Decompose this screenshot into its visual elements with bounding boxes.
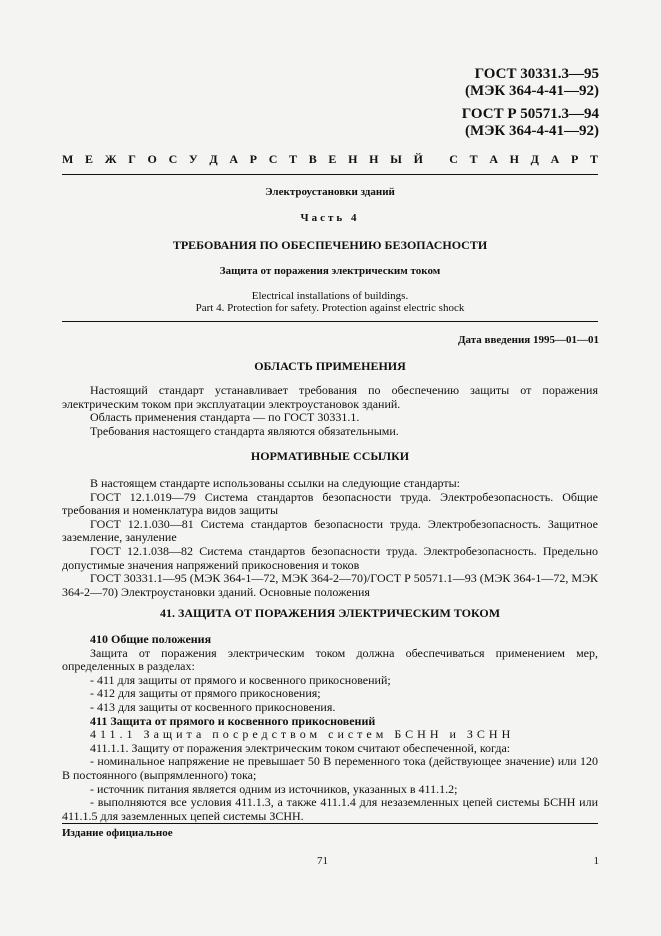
subtitle: Защита от поражения электрическим током [219,265,441,277]
banner-letter: Г [128,152,136,166]
refs-intro: В настоящем стандарте использованы ссылки на следующие стандарты: [90,476,461,490]
ref-item: ГОСТ 12.1.038—82 Система стандартов безопасности труда. Электробезопасность. Предельно допустимые значения напряжений прикосновения и токов [62,543,598,572]
interstate-standard-banner [62,152,598,167]
ref-item: ГОСТ 12.1.019—79 Система стандартов безопасности труда. Электробезопасность. Общие требования и номенклатура видов защиты [62,489,598,518]
standard-codes-2 [462,106,599,140]
code-line: (МЭК 364-4-41—92) [465,123,599,139]
banner-letter: У [188,152,198,166]
refs-section [62,477,598,599]
header-rule [62,174,598,175]
section-41-body [62,633,598,823]
banner-letter: Й [413,152,423,166]
intro-date: Дата введения 1995—01—01 [457,334,599,346]
title-rule [62,321,598,322]
scope-heading: ОБЛАСТЬ ПРИМЕНЕНИЯ [254,359,406,373]
banner-letter: М [62,152,74,166]
banner-letter: Д [530,152,539,166]
footer-rule [62,823,598,824]
banner-letter: Р [570,152,579,166]
main-title: ТРЕБОВАНИЯ ПО ОБЕСПЕЧЕНИЮ БЕЗОПАСНОСТИ [172,238,488,252]
page-number-right: 1 [593,855,599,867]
edition-label: Издание официальное [62,827,173,839]
list-item: - 413 для защиты от косвенного прикосновения. [90,699,336,714]
clause-4111-text: 411.1.1. Защиту от поражения электрическим током считают обеспеченной, когда: [90,740,511,755]
refs-heading: НОРМАТИВНЫЕ ССЫЛКИ [250,449,410,463]
list-item: - 411 для защиты от прямого и косвенного прикосновений; [90,672,391,687]
scope-paragraph: Требования настоящего стандарта являются обязательными. [90,423,399,438]
list-item: - 412 для защиты от прямого прикосновения; [90,686,321,701]
banner-letter: С [168,152,178,166]
code-line: ГОСТ 30331.3—95 [474,66,599,82]
code-line: (МЭК 364-4-41—92) [465,83,599,99]
banner-letter: С [449,152,458,166]
banner-letter: Ж [104,152,117,166]
english-title-line2: Part 4. Protection for safety. Protection against electric shock [195,302,465,314]
banner-letter: Н [509,152,519,166]
scope-paragraph: Настоящий стандарт устанавливает требования по обеспечению защиты от поражения электрическим током при эксплуатации электроустановок зданий. [62,383,598,411]
series-title: Электроустановки зданий [265,186,395,198]
part-title: Часть 4 [300,212,360,224]
english-title-line1: Electrical installations of buildings. [251,290,409,302]
condition-item: - выполняются все условия 411.1.3, а также 411.1.4 для незаземленных цепей системы БСНН или 411.1.5 для заземленных цепей системы ЗСНН. [62,795,598,823]
banner-letter: Р [249,152,258,166]
banner-letter [435,152,438,167]
banner-letter: А [550,152,560,166]
banner-letter: А [229,152,238,166]
code-line: ГОСТ Р 50571.3—94 [461,106,599,122]
banner-letter: С [268,152,278,166]
subsection-4111-title: 411.1 Защита посредством систем БСНН и ЗСНН [90,727,515,742]
condition-item: - номинальное напряжение не превышает 50 В переменного тока (действующее значение) или 120 В постоянного (выпрямленного) тока; [62,754,598,782]
banner-letter: Д [209,152,218,166]
banner-letter: Н [348,152,358,166]
scope-paragraph: Область применения стандарта — по ГОСТ 30331.1. [90,410,360,425]
banner-letter: Т [589,152,598,166]
page-number-left: 71 [317,855,328,867]
banner-letter: О [147,152,157,166]
banner-letter: Е [85,152,94,166]
scope-section [62,384,598,438]
banner-letter: Т [469,152,478,166]
section-41-heading: 41. ЗАЩИТА ОТ ПОРАЖЕНИЯ ЭЛЕКТРИЧЕСКИМ ТОКОМ [159,606,501,620]
ref-item: ГОСТ 30331.1—95 (МЭК 364-1—72, МЭК 364-2—70)/ГОСТ Р 50571.1—93 (МЭК 364-1—72, МЭК 364-2—70) Электроустановки зданий. Основные положения [62,571,598,599]
subsection-411-title: 411 Защита от прямого и косвенного прикосновений [90,713,376,728]
banner-letter: Ы [390,152,402,166]
condition-item: - источник питания является одним из источников, указанных в 411.1.2; [90,781,458,796]
banner-letter: В [308,152,317,166]
banner-letter: Т [289,152,298,166]
subsection-410-text: Защита от поражения электрическим током должна обеспечиваться применением мер, определенных в разделах: [62,645,598,674]
banner-letter: Н [369,152,379,166]
ref-item: ГОСТ 12.1.030—81 Система стандартов безопасности труда. Электробезопасность. Защитное заземление, зануление [62,516,598,545]
banner-letter: Е [328,152,337,166]
standard-codes-1 [465,66,599,100]
subsection-410-title: 410 Общие положения [90,632,212,646]
banner-letter: А [489,152,498,166]
